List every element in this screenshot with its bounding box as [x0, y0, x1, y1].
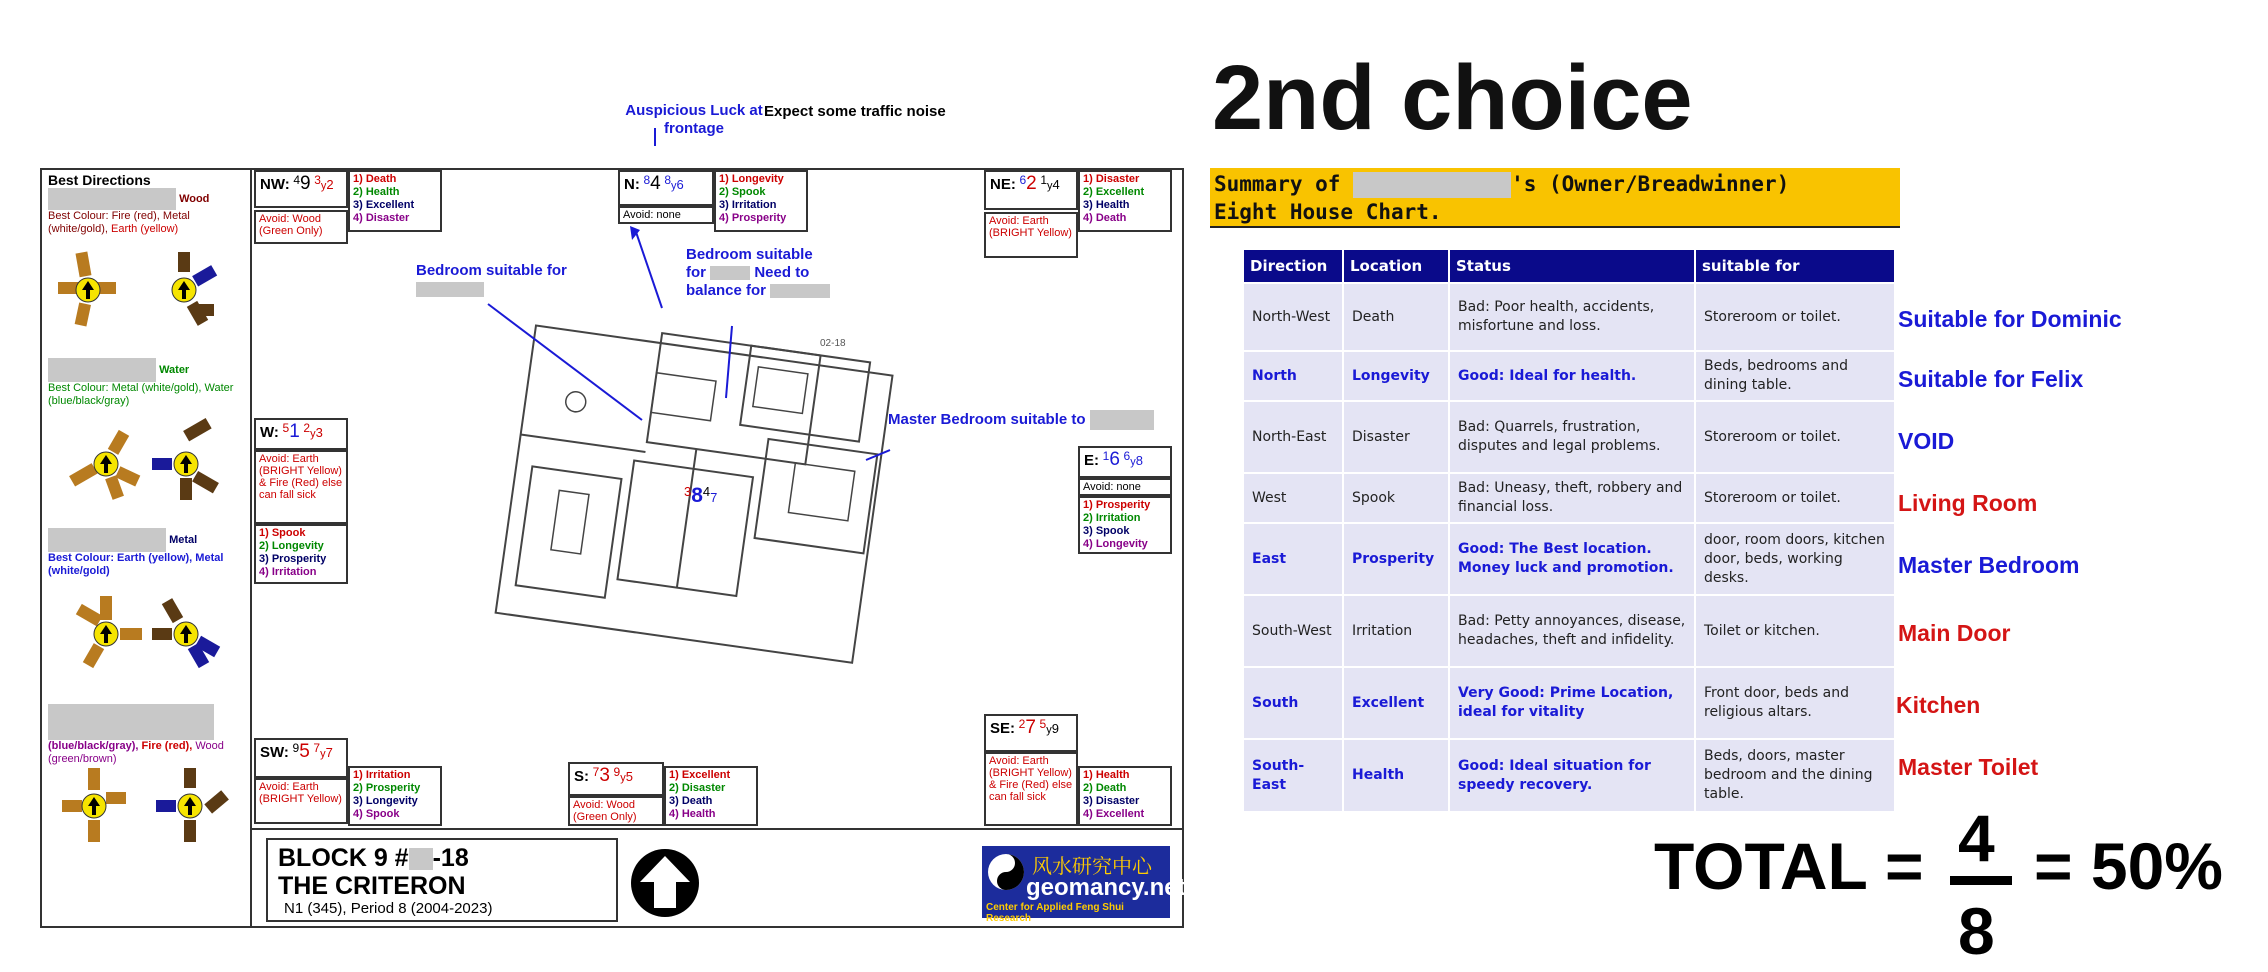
list-n: 1) Longevity 2) Spook 3) Irritation 4) Prosperity: [714, 170, 808, 232]
total-result: = 50%: [2034, 829, 2223, 903]
list-se: 1) Health 2) Death 3) Disaster 4) Excellent: [1078, 766, 1172, 826]
avoid-nw: Avoid: Wood (Green Only): [254, 210, 348, 244]
sector-sw: SW: 95 7y7: [254, 738, 348, 778]
best-direction-group-1: Wood Best Colour: Fire (red), Metal (white/gold), Earth (yellow): [48, 188, 248, 236]
yin-yang-icon: [986, 852, 1026, 892]
room-label: Living Room: [1898, 490, 2038, 516]
avoid-w: Avoid: Earth (BRIGHT Yellow) & Fire (Red) else can fall sick: [254, 450, 348, 524]
list-sw: 1) Irritation 2) Prosperity 3) Longevity 4) Spook: [348, 766, 442, 826]
avoid-ne: Avoid: Earth (BRIGHT Yellow): [984, 212, 1078, 258]
best-direction-group-4: (blue/black/gray), Fire (red), Wood (green/brown): [48, 704, 248, 766]
logo-chinese: 风水研究中心: [1032, 854, 1152, 878]
list-nw: 1) Death 2) Health 3) Excellent 4) Disaster: [348, 170, 442, 232]
traffic-note: Expect some traffic noise: [764, 103, 946, 120]
block-label: BLOCK 9 # -18: [278, 844, 469, 872]
logo-tagline: Center for Applied Feng Shui Research: [986, 902, 1124, 924]
avoid-sw: Avoid: Earth (BRIGHT Yellow): [254, 778, 348, 824]
list-s: 1) Excellent 2) Disaster 3) Death 4) Health: [664, 766, 758, 826]
sector-nw: NW: 49 3y2: [254, 170, 348, 208]
period-info: N1 (345), Period 8 (2004-2023): [284, 900, 493, 917]
best-direction-group-3: Metal Best Colour: Earth (yellow), Metal (white/gold): [48, 528, 248, 578]
sector-s: S: 73 9y5: [568, 762, 664, 796]
avoid-se: Avoid: Earth (BRIGHT Yellow) & Fire (Red) else can fall sick: [984, 752, 1078, 826]
table-row: East Prosperity Good: The Best location. Money luck and promotion. door, room doors, kitchen door, beds, working desks.: [1244, 523, 1895, 595]
list-w: 1) Spook 2) Longevity 3) Prosperity 4) Irritation: [254, 524, 348, 584]
bedroom-note-2: Bedroom suitable for Need to balance for: [686, 246, 830, 300]
best-directions-heading: Best Directions: [48, 172, 151, 188]
list-ne: 1) Disaster 2) Excellent 3) Health 4) Death: [1078, 170, 1172, 232]
sector-w: W: 51 2y3: [254, 418, 348, 450]
sector-e: E: 16 6y8: [1078, 446, 1172, 478]
compass-figure-icon: [156, 768, 229, 842]
bedroom-note-1: Bedroom suitable for: [416, 262, 567, 298]
avoid-e: Avoid: none: [1078, 478, 1172, 496]
plan-pointer-lines: [0, 0, 1190, 700]
total-label: TOTAL =: [1654, 829, 1924, 903]
table-row: West Spook Bad: Uneasy, theft, robbery and financial loss. Storeroom or toilet.: [1244, 473, 1895, 523]
summary-line-1: Summary of 's (Owner/Breadwinner): [1214, 172, 1790, 196]
sector-se: SE: 27 5y9: [984, 714, 1078, 752]
room-label: VOID: [1898, 428, 1955, 454]
redacted-unit: [409, 848, 433, 870]
table-header-row: [1244, 250, 1895, 283]
sector-ne: NE: 62 1y4: [984, 170, 1078, 210]
table-row: South-East Health Good: Ideal situation for speedy recovery. Beds, doors, master bedroom and the dining table.: [1244, 739, 1895, 811]
north-arrow-icon: [628, 846, 702, 920]
total-denominator: 8: [1958, 894, 1995, 968]
room-label: Master Bedroom: [1898, 552, 2080, 578]
eight-house-table: [1244, 250, 1896, 811]
room-label: Suitable for Dominic: [1898, 306, 2122, 332]
table-row: South-West Irritation Bad: Petty annoyances, disease, headaches, theft and infidelity. Toilet or kitchen.: [1244, 595, 1895, 667]
avoid-n: Avoid: none: [618, 206, 714, 224]
room-label: Suitable for Felix: [1898, 366, 2084, 392]
center-stars: $^38^47$: [684, 484, 718, 507]
header-location: Location: [1343, 250, 1449, 283]
compass-figure-icon: [62, 768, 126, 842]
total-numerator: 4: [1958, 801, 1995, 875]
list-e: 1) Prosperity 2) Irritation 3) Spook 4) Longevity: [1078, 496, 1172, 554]
logo-name: geomancy.net: [1026, 874, 1186, 901]
summary-banner: [1210, 168, 1900, 228]
room-label: Main Door: [1898, 620, 2011, 646]
master-bedroom-note: Master Bedroom suitable to: [888, 410, 1154, 430]
table-row: North-East Disaster Bad: Quarrels, frustration, disputes and legal problems. Storeroom or toilet.: [1244, 401, 1895, 473]
fraction-bar: [1950, 876, 2012, 885]
avoid-s: Avoid: Wood (Green Only): [568, 796, 664, 826]
table-row: South Excellent Very Good: Prime Location, ideal for vitality Front door, beds and religious altars.: [1244, 667, 1895, 739]
room-label: Master Toilet: [1898, 754, 2039, 780]
redacted-name: [1353, 172, 1511, 198]
table-row: North Longevity Good: Ideal for health. Beds, bedrooms and dining table.: [1244, 351, 1895, 401]
summary-line-2: Eight House Chart.: [1214, 200, 1442, 224]
unit-code: 02-18: [820, 338, 846, 349]
project-info: [266, 838, 618, 922]
page-title: 2nd choice: [1212, 47, 1693, 149]
room-label: Kitchen: [1896, 692, 1981, 718]
project-name: THE CRITERON: [278, 872, 466, 900]
sector-n: N: 84 8y6: [618, 170, 714, 206]
auspicious-note: Auspicious Luck at frontage: [625, 102, 763, 137]
table-row: North-West Death Bad: Poor health, accidents, misfortune and loss. Storeroom or toilet.: [1244, 283, 1895, 351]
best-direction-group-2: Water Best Colour: Metal (white/gold), Water (blue/black/gray): [48, 358, 248, 408]
header-status: Status: [1449, 250, 1695, 283]
header-direction: Direction: [1244, 250, 1343, 283]
geomancy-logo: [982, 846, 1186, 924]
header-suitable-for: suitable for: [1695, 250, 1895, 283]
